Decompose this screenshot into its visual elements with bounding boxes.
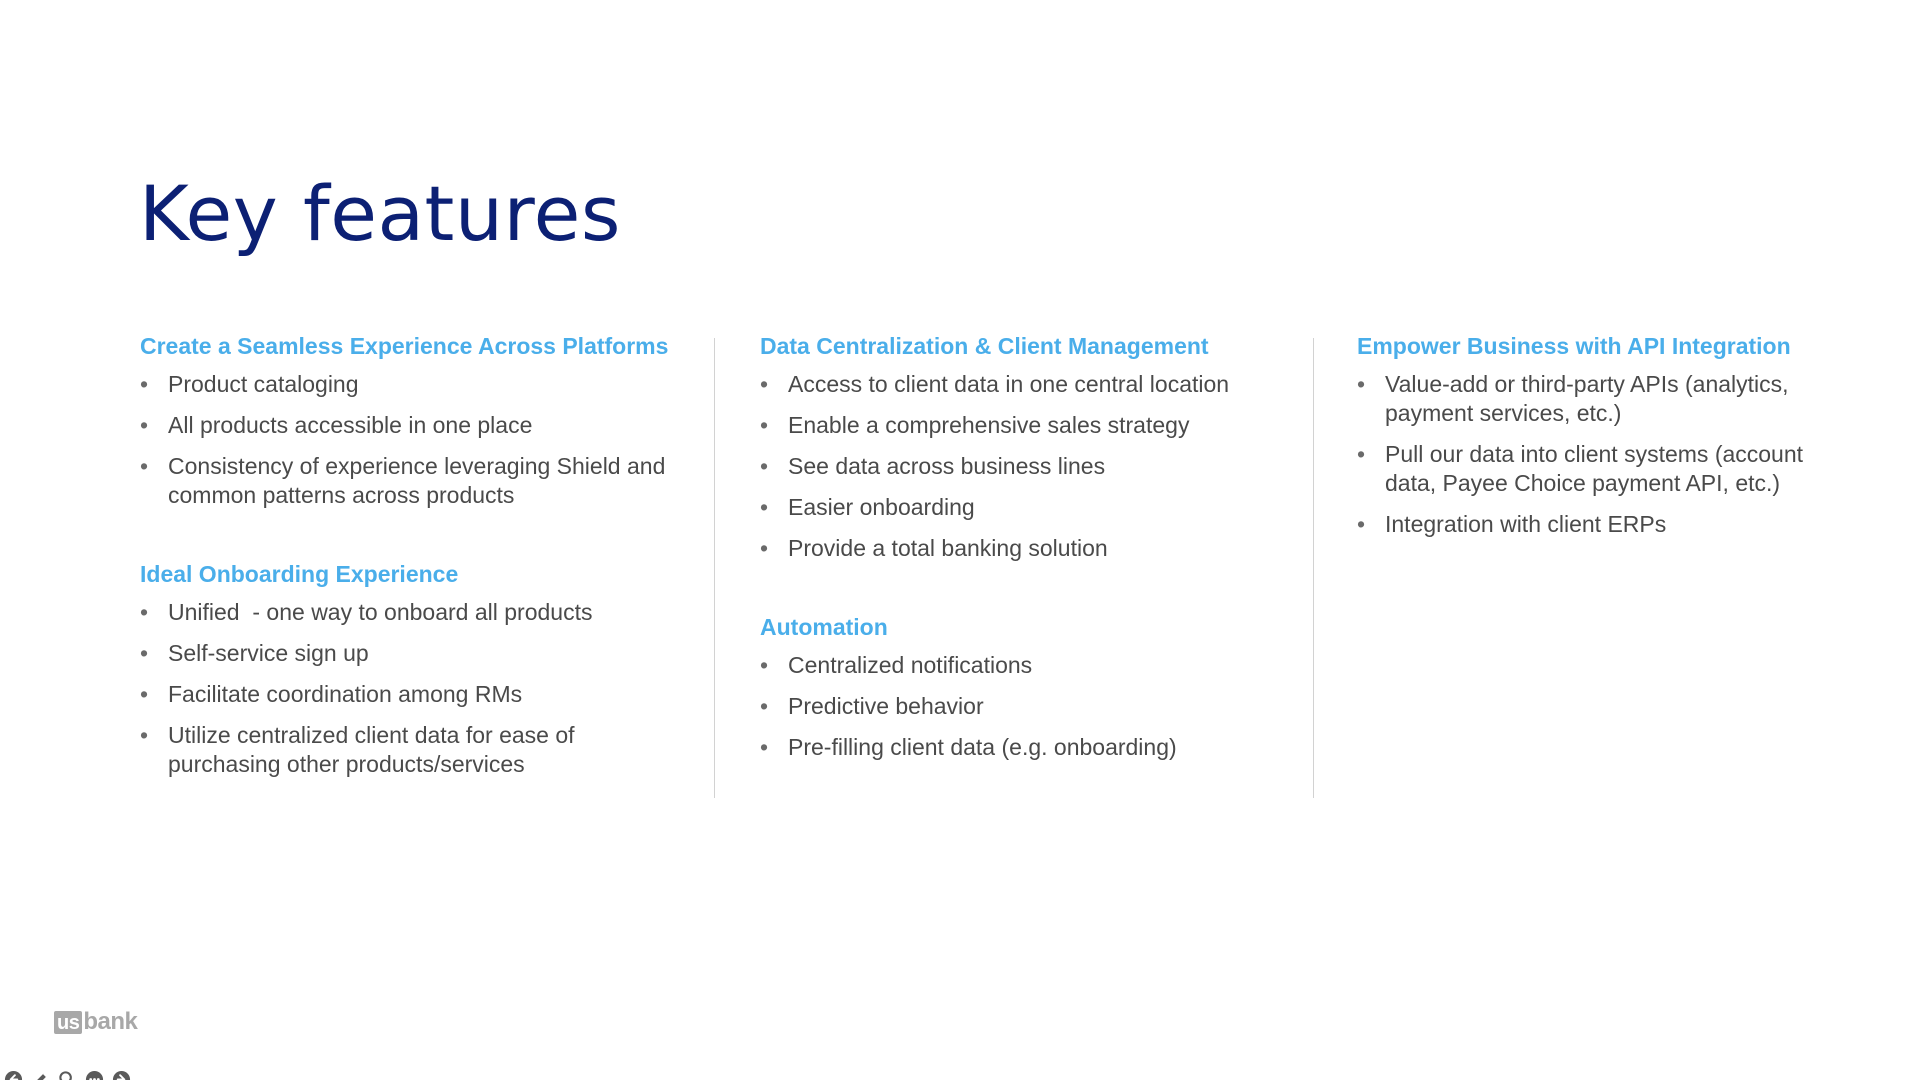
feature-section [760, 611, 1320, 762]
section-heading: Automation [760, 614, 888, 640]
bullet-item: • Pull our data into client systems (account data, Payee Choice payment API, etc.) [1357, 440, 1857, 498]
bullet-list [1357, 370, 1857, 539]
bullet-item: • See data across business lines [760, 452, 1320, 481]
logo-wordmark: bank [83, 1008, 138, 1035]
feature-section [760, 330, 1320, 563]
bullet-item: • Product cataloging [140, 370, 680, 399]
bullet-item: • Consistency of experience leveraging Shield and common patterns across products [140, 452, 680, 510]
bullet-list [760, 651, 1320, 762]
bullet-list [140, 370, 680, 510]
feature-column-1 [140, 330, 680, 827]
bullet-item: • Enable a comprehensive sales strategy [760, 411, 1320, 440]
bullet-item: • Centralized notifications [760, 651, 1320, 680]
bullet-list [140, 598, 680, 779]
previous-icon[interactable] [4, 1070, 23, 1080]
section-heading: Empower Business with API Integration [1357, 333, 1791, 359]
feature-column-2 [760, 330, 1320, 810]
section-heading: Ideal Onboarding Experience [140, 561, 459, 587]
bullet-item: • Unified - one way to onboard all products [140, 598, 680, 627]
presentation-toolbar [4, 1070, 131, 1080]
feature-section [1357, 330, 1857, 539]
bullet-item: • Predictive behavior [760, 692, 1320, 721]
bullet-item: • Utilize centralized client data for ease of purchasing other products/services [140, 721, 680, 779]
bullet-item: • Provide a total banking solution [760, 534, 1320, 563]
bullet-item: • Integration with client ERPs [1357, 510, 1857, 539]
zoom-icon[interactable] [58, 1070, 77, 1080]
feature-section [140, 558, 680, 779]
bullet-list [760, 370, 1320, 563]
bullet-item: • Easier onboarding [760, 493, 1320, 522]
feature-column-3 [1357, 330, 1857, 587]
bullet-item: • Self-service sign up [140, 639, 680, 668]
bullet-item: • Value-add or third-party APIs (analytics, payment services, etc.) [1357, 370, 1857, 428]
column-divider [1313, 338, 1314, 798]
bullet-item: • Facilitate coordination among RMs [140, 680, 680, 709]
section-heading: Data Centralization & Client Management [760, 333, 1209, 359]
usbank-logo [54, 1008, 137, 1036]
logo-us-mark: us [54, 1011, 82, 1034]
column-divider [714, 338, 715, 798]
more-icon[interactable] [85, 1070, 104, 1080]
bullet-item: • All products accessible in one place [140, 411, 680, 440]
bullet-item: • Pre-filling client data (e.g. onboarding) [760, 733, 1320, 762]
pen-icon[interactable] [31, 1070, 50, 1080]
section-heading: Create a Seamless Experience Across Platforms [140, 333, 669, 359]
next-icon[interactable] [112, 1070, 131, 1080]
feature-section [140, 330, 680, 510]
slide-title: Key features [139, 169, 621, 258]
bullet-item: • Access to client data in one central location [760, 370, 1320, 399]
